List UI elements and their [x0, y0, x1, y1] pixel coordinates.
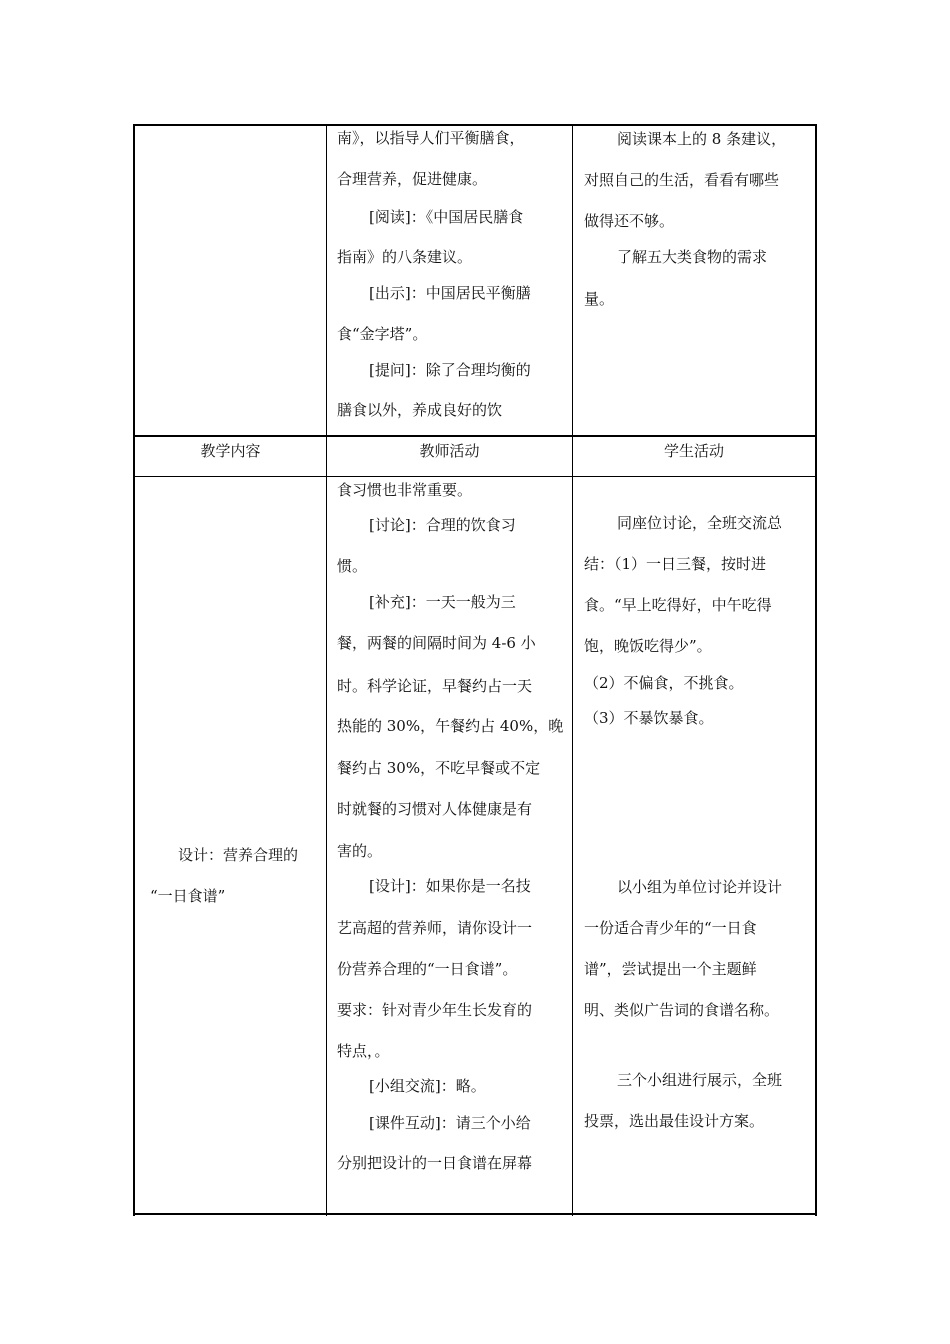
table-border-right [815, 124, 817, 1216]
text-line: 三个小组进行展示，全班 [617, 1071, 783, 1089]
text-line: [小组交流]：略。 [369, 1077, 486, 1095]
text-line: 量。 [584, 290, 615, 308]
text-line: 饱，晚饭吃得少”。 [584, 637, 712, 655]
text-line: 膳食以外，养成良好的饮 [337, 401, 503, 419]
table-border-col2 [572, 124, 573, 1216]
text-line: [出示]：中国居民平衡膳 [369, 284, 531, 302]
text-line: “一日食谱” [150, 887, 226, 905]
text-line: （3）不暴饮暴食。 [584, 709, 714, 727]
text-line: 做得还不够。 [584, 212, 675, 230]
text-line: 餐，两餐的间隔时间为 4-6 小 [337, 634, 536, 652]
text-line: 明、类似广告词的食谱名称。 [584, 1001, 780, 1019]
text-line: 特点，。 [337, 1042, 390, 1060]
text-line: [补充]：一天一般为三 [369, 593, 516, 611]
text-line: 投票，选出最佳设计方案。 [584, 1112, 765, 1130]
text-line: 食习惯也非常重要。 [337, 481, 473, 499]
table-border-col1 [326, 124, 327, 1216]
text-line: 艺高超的营养师，请你设计一 [337, 919, 533, 937]
text-line: [课件互动]：请三个小给 [369, 1114, 531, 1132]
text-line: 分别把设计的一日食谱在屏幕 [337, 1154, 533, 1172]
text-line: 结：（1）一日三餐，按时进 [584, 555, 767, 573]
header-student-activity: 学生活动 [663, 442, 724, 460]
text-line: 时就餐的习惯对人体健康是有 [337, 800, 533, 818]
text-line: 以小组为单位讨论并设计 [617, 878, 783, 896]
text-line: [提问]：除了合理均衡的 [369, 361, 531, 379]
table-border-bottom [133, 1213, 817, 1215]
text-line: 惯。 [337, 557, 368, 575]
text-line: [阅读]：《中国居民膳食 [369, 208, 524, 226]
text-line: 对照自己的生活，看看有哪些 [584, 171, 780, 189]
table-border-header-top [133, 435, 817, 437]
header-teacher-activity: 教师活动 [419, 442, 480, 460]
text-line: 一份适合青少年的“一日食 [584, 919, 757, 937]
text-line: 食。“早上吃得好，中午吃得 [584, 596, 772, 614]
table-border-header-bottom [133, 476, 817, 477]
text-line: 了解五大类食物的需求 [617, 248, 768, 266]
text-line: 热能的 30%，午餐约占 40%，晚 [337, 717, 564, 735]
header-content: 教学内容 [200, 442, 261, 460]
text-line: 设计：营养合理的 [178, 846, 299, 864]
text-line: 阅读课本上的 8 条建议， [617, 130, 787, 148]
text-line: 同座位讨论，全班交流总 [617, 514, 783, 532]
table-border-left [133, 124, 135, 1216]
text-line: 指南》的八条建议。 [337, 248, 473, 266]
text-line: 餐约占 30%，不吃早餐或不定 [337, 759, 541, 777]
text-line: （2）不偏食，不挑食。 [584, 674, 744, 692]
text-line: 时。科学论证，早餐约占一天 [337, 677, 533, 695]
table-border-top [133, 124, 817, 126]
text-line: 谱”，尝试提出一个主题鲜 [584, 960, 757, 978]
text-line: 害的。 [337, 842, 383, 860]
text-line: [讨论]：合理的饮食习 [369, 516, 516, 534]
text-line: 南》，以指导人们平衡膳食， [337, 129, 525, 147]
text-line: 份营养合理的“一日食谱”。 [337, 960, 518, 978]
text-line: [设计]：如果你是一名技 [369, 877, 531, 895]
text-line: 食“金字塔”。 [337, 325, 428, 343]
text-line: 合理营养，促进健康。 [337, 170, 488, 188]
text-line: 要求：针对青少年生长发育的 [337, 1001, 533, 1019]
